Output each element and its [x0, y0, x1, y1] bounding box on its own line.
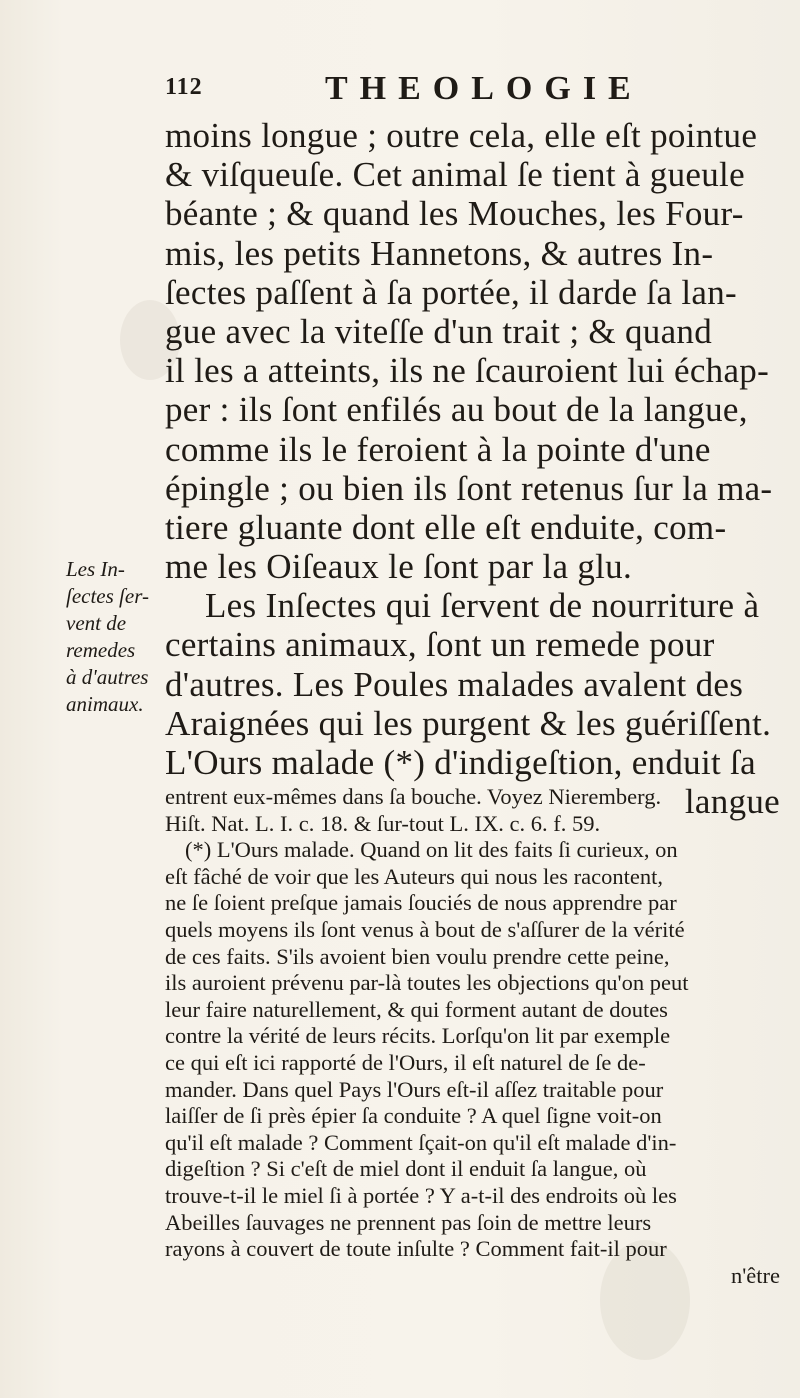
main-text-line: Araignées qui les purgent & les guériſſent. — [165, 703, 772, 743]
footnote-line: ce qui eſt ici rapporté de l'Ours, il eſt naturel de ſe de- — [165, 1049, 646, 1075]
footnote-line: Abeilles ſauvages ne prennent pas ſoin de mettre leurs — [165, 1209, 652, 1235]
footnote-line: ils auroient prévenu par-là toutes les objections qu'on peut — [165, 970, 689, 996]
footnote-line: digeſtion ? Si c'eſt de miel dont il enduit ſa langue, où — [165, 1156, 647, 1182]
footnote-line: laiſſer de ſi près épier ſa conduite ? A quel ſigne voit-on — [165, 1103, 662, 1129]
margin-note — [66, 556, 166, 718]
footnote-line: rayons à couvert de toute inſulte ? Comment fait-il pour — [165, 1236, 667, 1262]
page-header — [165, 70, 725, 110]
main-text-line: L'Ours malade (*) d'indigeſtion, enduit ſa — [165, 743, 756, 782]
main-text-line: gue avec la viteſſe d'un trait ; & quand — [165, 311, 713, 351]
footnote-line: de ces faits. S'ils avoient bien voulu prendre cette peine, — [165, 943, 670, 969]
footnote-line: entrent eux-mêmes dans ſa bouche. Voyez Nieremberg. — [165, 784, 662, 809]
main-text-line: me les Oiſeaux le ſont par la glu. — [165, 547, 633, 587]
main-text-line: mis, les petits Hannetons, & autres In- — [165, 233, 714, 273]
margin-note-line: ſectes ſer- — [66, 584, 149, 608]
page-number: 112 — [165, 74, 203, 100]
margin-note-line: animaux. — [66, 692, 144, 716]
main-text-line: d'autres. Les Poules malades avalent des — [165, 664, 744, 704]
main-text — [165, 116, 780, 821]
main-text-line: béante ; & quand les Mouches, les Four- — [165, 194, 744, 234]
footnote-line: mander. Dans quel Pays l'Ours eſt-il aſſez traitable pour — [165, 1076, 664, 1102]
footnote-line: trouve-t-il le miel ſi à portée ? Y a-t-il des endroits où les — [165, 1182, 677, 1208]
footnote-line: qu'il eſt malade ? Comment ſçait-on qu'il eſt malade d'in- — [165, 1129, 677, 1155]
main-text-line: langue — [684, 782, 780, 822]
footnote-line: Hiſt. Nat. L. I. c. 18. & ſur-tout L. IX. c. 6. f. 59. — [165, 810, 601, 836]
footnote-line: eſt fâché de voir que les Auteurs qui nous les racontent, — [165, 863, 663, 889]
footnote-line: quels moyens ils ſont venus à bout de s'aſſurer de la vérité — [165, 916, 685, 942]
main-text-line: tiere gluante dont elle eſt enduite, com- — [165, 507, 727, 547]
main-text-line: moins longue ; outre cela, elle eſt pointue — [165, 116, 758, 155]
margin-note-line: remedes — [66, 638, 136, 662]
footnote-line: n'être — [730, 1262, 780, 1288]
main-text-line: il les a atteints, ils ne ſcauroient lui échap- — [165, 351, 770, 391]
running-title: THEOLOGIE — [325, 70, 643, 107]
main-text-line: épingle ; ou bien ils ſont retenus ſur la ma- — [165, 468, 773, 508]
margin-note-line: Les In- — [66, 557, 125, 581]
footnotes — [165, 784, 780, 1289]
footnote-line: contre la vérité de leurs récits. Lorſqu'on lit par exemple — [165, 1023, 671, 1049]
margin-note-line: à d'autres — [66, 665, 149, 689]
margin-note-line: vent de — [66, 611, 127, 635]
footnote-line: leur faire naturellement, & qui forment autant de doutes — [165, 996, 668, 1022]
main-text-line: & viſqueuſe. Cet animal ſe tient à gueule — [165, 155, 745, 195]
footnote-line: (*) L'Ours malade. Quand on lit des faits ſi curieux, on — [185, 837, 678, 863]
main-text-line: Les Inſectes qui ſervent de nourriture à — [205, 586, 760, 626]
footnote-line: ne ſe ſoient preſque jamais ſouciés de nous apprendre par — [165, 890, 677, 916]
main-text-line: comme ils le feroient à la pointe d'une — [165, 429, 711, 469]
main-text-line: ſectes paſſent à ſa portée, il darde ſa lan- — [165, 272, 737, 312]
main-text-line: certains animaux, ſont un remede pour — [165, 625, 715, 665]
main-text-line: per : ils ſont enfilés au bout de la langue, — [165, 390, 748, 430]
